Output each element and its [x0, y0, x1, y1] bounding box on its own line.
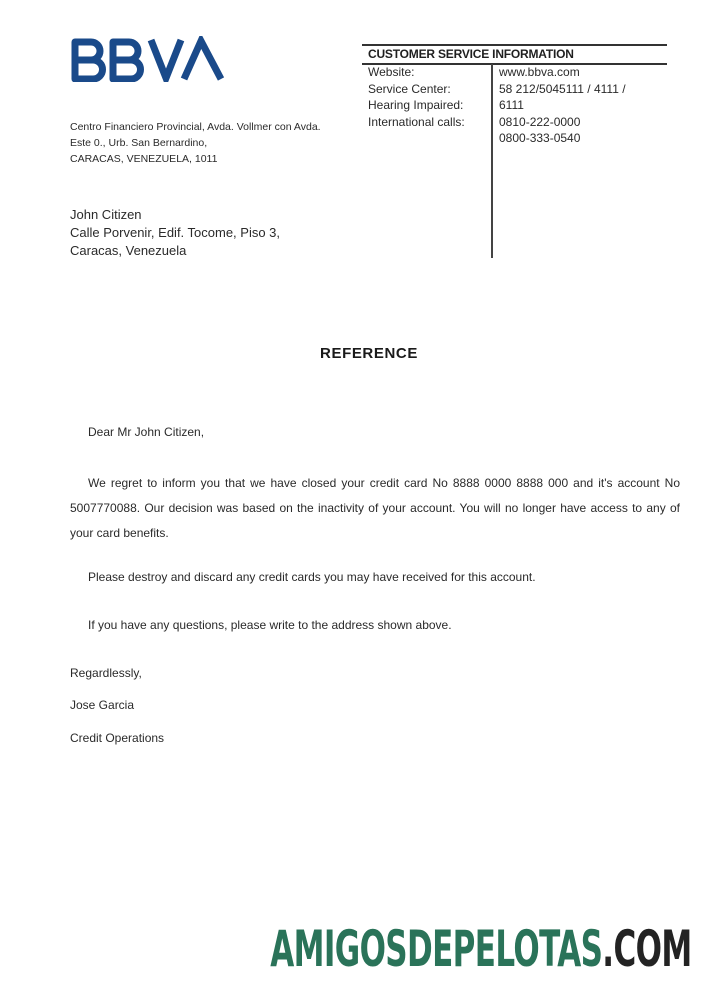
bank-address-line-3: CARACAS, VENEZUELA, 1011 [70, 153, 218, 165]
customer-service-labels [368, 64, 465, 130]
bank-address-line-2: Este 0., Urb. San Bernardino, [70, 137, 208, 149]
signer-name: Jose Garcia [70, 698, 135, 712]
watermark [270, 920, 692, 978]
bbva-logo-mark [71, 36, 229, 82]
bbva-logo [70, 36, 229, 82]
signer-department: Credit Operations [70, 731, 165, 745]
watermark-suffix: .COM [602, 920, 692, 978]
recipient-name: John Citizen [70, 207, 142, 222]
recipient-city: Caracas, Venezuela [70, 243, 187, 258]
international-calls-value-2: 0800-333-0540 [499, 131, 581, 145]
international-calls-value-1: 0810-222-0000 [499, 114, 581, 129]
letter-title: REFERENCE [320, 345, 418, 362]
salutation: Dear Mr John Citizen, [88, 425, 205, 439]
label-service-center: Service Center: [368, 81, 451, 96]
label-international-calls: International calls: [368, 114, 465, 129]
column-divider [491, 64, 493, 258]
closing: Regardlessly, [70, 666, 142, 680]
paragraph-closure-notice: We regret to inform you that we have closed your credit card No 8888 0000 8888 000 and it's account No 5007770088. Our decision was based on the inactivity of your account. You will no longer have access to any of your card benefits. [70, 476, 680, 540]
service-center-value-cont: 6111 [499, 98, 524, 112]
service-center-value: 58 212/5045111 / 4111 / [499, 81, 626, 96]
divider [362, 44, 667, 46]
paragraph-destroy-cards: Please destroy and discard any credit cards you may have received for this account. [88, 570, 536, 584]
recipient-street: Calle Porvenir, Edif. Tocome, Piso 3, [70, 225, 281, 240]
label-website: Website: [368, 65, 415, 79]
customer-service-title: CUSTOMER SERVICE INFORMATION [368, 47, 574, 61]
paragraph-questions: If you have any questions, please write to the address shown above. [88, 618, 452, 632]
website-value: www.bbva.com [499, 65, 580, 79]
label-hearing-impaired: Hearing Impaired: [368, 98, 464, 112]
customer-service-values [499, 64, 626, 147]
recipient-address [70, 206, 280, 260]
bank-address [70, 119, 321, 167]
bank-address-line-1: Centro Financiero Provincial, Avda. Vollmer con Avda. [70, 121, 321, 133]
customer-service-box [362, 44, 667, 258]
watermark-main: AMIGOSDEPELOTAS [270, 920, 603, 978]
